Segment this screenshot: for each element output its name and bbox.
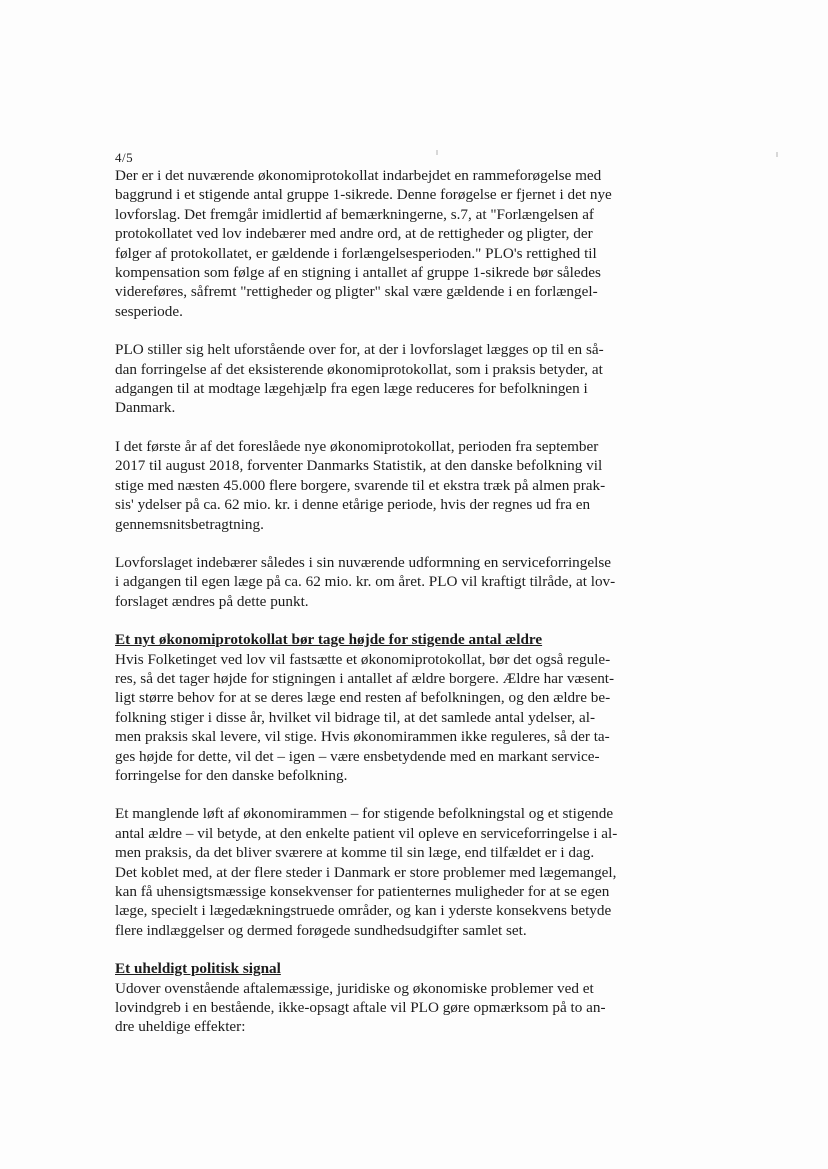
text-line: ligt større behov for at se deres læge end resten af befolkningen, og den ældre be- [115, 689, 611, 707]
text-line: Udover ovenstående aftalemæssige, juridiske og økonomiske problemer ved et [115, 979, 594, 997]
text-line: adgangen til at modtage lægehjælp fra egen læge reduceres for befolkningen i [115, 380, 588, 398]
text-line: Danmark. [115, 399, 176, 417]
paragraph-protocol-frame [115, 166, 655, 321]
text-line: protokollatet ved lov indebærer med andre ord, at de rettigheder og pligter, der [115, 225, 593, 243]
text-line: baggrund i et stigende antal gruppe 1-sikrede. Denne forøgelse er fjernet i det nye [115, 186, 612, 204]
text-line: dre uheldige effekter: [115, 1018, 246, 1036]
text-line: men praksis skal levere, vil stige. Hvis økonomirammen ikke reguleres, så der ta- [115, 728, 610, 746]
text-line: antal ældre – vil betyde, at den enkelte patient vil opleve en serviceforringelse i al- [115, 824, 618, 842]
document-body [115, 150, 655, 1037]
text-line: forslaget ændres på dette punkt. [115, 592, 309, 610]
text-line: lovforslag. Det fremgår imidlertid af bemærkningerne, s.7, at "Forlængelsen af [115, 205, 594, 223]
paragraph-consequences [115, 804, 655, 940]
text-line: videreføres, såfremt "rettigheder og pligter" skal være gældende i en forlængel- [115, 283, 598, 301]
text-line: I det første år af det foreslåede nye økonomiprotokollat, perioden fra september [115, 437, 599, 455]
paragraph-service-reduction [115, 553, 655, 611]
text-line: flere indlæggelser og dermed forøgede sundhedsudgifter samlet set. [115, 921, 527, 939]
paragraph-elderly [115, 650, 655, 786]
text-line: 2017 til august 2018, forventer Danmarks Statistik, at den danske befolkning vil [115, 457, 603, 475]
text-line: ges højde for dette, vil det – igen – være ensbetydende med en markant service- [115, 747, 600, 765]
text-line: res, så det tager højde for stigningen i antallet af ældre borgere. Ældre har væsent- [115, 669, 615, 687]
text-line: stige med næsten 45.000 flere borgere, svarende til et ekstra træk på almen prak- [115, 476, 606, 494]
section-heading-political-signal: Et uheldigt politisk signal [115, 960, 281, 978]
text-line: forringelse for den danske befolkning. [115, 766, 348, 784]
text-line: Lovforslaget indebærer således i sin nuværende udformning en serviceforringelse [115, 553, 611, 571]
text-line: Der er i det nuværende økonomiprotokollat indarbejdet en rammeforøgelse med [115, 167, 602, 184]
text-line: kan få uhensigtsmæssige konsekvenser for patienternes muligheder for at se egen [115, 883, 610, 900]
paragraph-population-forecast [115, 437, 655, 534]
text-line: folkning stiger i disse år, hvilket vil bidrage til, at det samlede antal ydelser, al- [115, 708, 596, 726]
text-line: lovindgreb i en bestående, ikke-opsagt aftale vil PLO gøre opmærksom på to an- [115, 999, 606, 1017]
scan-mark [776, 152, 778, 157]
text-line: følger af protokollatet, er gældende i forlængelsesperioden." PLO's rettighed til [115, 244, 597, 262]
text-line: læge, specielt i lægedækningstruede områder, og kan i yderste konsekvens betyde [115, 902, 612, 920]
page-number: 4/5 [115, 150, 134, 165]
text-line: PLO stiller sig helt uforstående over for, at der i lovforslaget lægges op til en så- [115, 341, 604, 359]
text-line: i adgangen til egen læge på ca. 62 mio. kr. om året. PLO vil kraftigt tilråde, at lov- [115, 573, 616, 591]
text-line: men praksis, da det bliver sværere at komme til sin læge, end tilfældet er i dag. [115, 844, 595, 862]
section-heading-elderly: Et nyt økonomiprotokollat bør tage højde for stigende antal ældre [115, 631, 543, 649]
text-line: sesperiode. [115, 302, 183, 320]
text-line: dan forringelse af det eksisterende økonomiprotokollat, som i praksis betyder, at [115, 360, 603, 378]
text-line: sis' ydelser på ca. 62 mio. kr. i denne etårige periode, hvis der regnes ud fra en [115, 496, 591, 514]
paragraph-plo-position [115, 340, 655, 418]
text-line: gennemsnitsbetragtning. [115, 515, 264, 533]
text-line: Det koblet med, at der flere steder i Danmark er store problemer med lægemangel, [115, 863, 617, 881]
text-line: kompensation som følge af en stigning i antallet af gruppe 1-sikrede bør således [115, 264, 601, 282]
text-line: Et manglende løft af økonomirammen – for stigende befolkningstal og et stigende [115, 805, 614, 823]
text-line: Hvis Folketinget ved lov vil fastsætte et økonomiprotokollat, bør det også regule- [115, 650, 611, 668]
paragraph-political-signal [115, 979, 655, 1037]
